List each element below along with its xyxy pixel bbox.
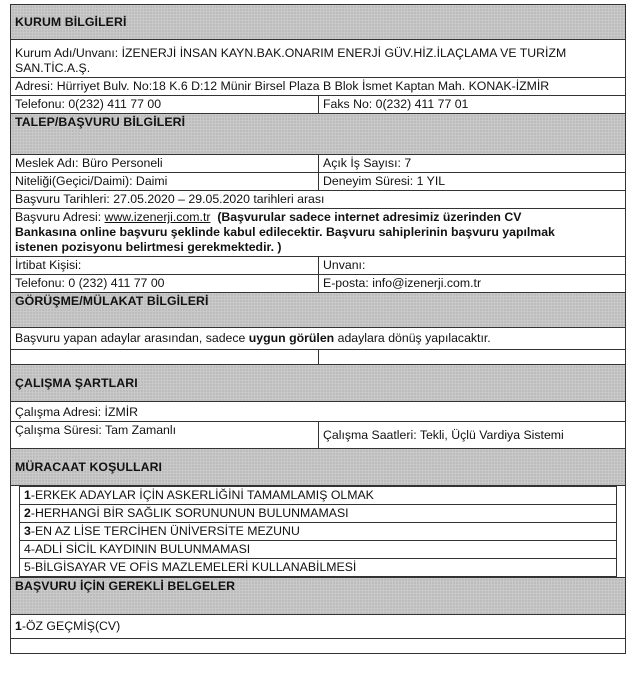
kurum-adi-line2: SAN.TİC.A.Ş. xyxy=(15,61,91,75)
row-gorusme-empty xyxy=(11,350,626,365)
section-header-muracaat xyxy=(11,449,626,486)
muracaat-item-2: 2-HERHANGİ BİR SAĞLIK SORUNUNUN BULUNMAMASI xyxy=(20,505,617,523)
muracaat-list-cell xyxy=(11,486,626,578)
muracaat-item-1: 1-ERKEK ADAYLAR İÇİN ASKERLİĞİNİ TAMAMLAMIŞ OLMAK xyxy=(20,487,617,505)
gorusme-empty-left xyxy=(11,350,319,365)
muracaat-list xyxy=(19,486,617,577)
irtibat-unvani: Unvanı: xyxy=(319,257,626,275)
row-belge-1 xyxy=(11,615,626,639)
basvuru-adresi-cell xyxy=(11,209,626,257)
talep-eposta: E-posta: info@izenerji.com.tr xyxy=(319,275,626,293)
calisma-header: ÇALIŞMA ŞARTLARI xyxy=(11,365,626,402)
basvuru-adresi-label: Başvuru Adresi: xyxy=(15,210,105,224)
list-item xyxy=(20,505,617,523)
talep-header: TALEP/BAŞVURU BİLGİLERİ xyxy=(11,114,626,155)
muracaat-header: MÜRACAAT KOŞULLARI xyxy=(11,449,626,486)
basvuru-note-2: Bankasına online başvuru şeklinde kabul edilecektir. Başvuru sahiplerinin başvuru yapılmak xyxy=(15,225,555,239)
muracaat-item-3: 3-EN AZ LİSE TERCİHEN ÜNİVERSİTE MEZUNU xyxy=(20,523,617,541)
belge-item-text: -ÖZ GEÇMİŞ(CV) xyxy=(21,619,121,633)
row-tarihler xyxy=(11,191,626,209)
row-kurum-telefon xyxy=(11,96,626,114)
kurum-adi-cell xyxy=(11,40,626,78)
row-meslek xyxy=(11,155,626,173)
gorusme-text-after: adaylara dönüş yapılacaktır. xyxy=(334,331,491,345)
meslek-adi: Meslek Adı: Büro Personeli xyxy=(11,155,319,173)
basvuru-note-3: istenen pozisyonu belirtmesi gerekmektedir. ) xyxy=(15,240,282,254)
kurum-adres: Adresi: Hürriyet Bulv. No:18 K.6 D:12 Münir Birsel Plaza B Blok İsmet Kaptan Mah. KONAK-İZMİR xyxy=(11,78,626,96)
talep-telefon: Telefonu: 0 (232) 411 77 00 xyxy=(11,275,319,293)
row-basvuru-adresi xyxy=(11,209,626,257)
list-item xyxy=(20,559,617,577)
row-kurum-adres xyxy=(11,78,626,96)
calisma-suresi: Çalışma Süresi: Tam Zamanlı xyxy=(11,422,319,449)
calisma-saatleri: Çalışma Saatleri: Tekli, Üçlü Vardiya Sistemi xyxy=(319,422,626,449)
belge-empty-row xyxy=(11,639,626,654)
row-kurum-adi xyxy=(11,40,626,78)
row-nitelik xyxy=(11,173,626,191)
basvuru-tarihleri: Başvuru Tarihleri: 27.05.2020 – 29.05.2020 tarihleri arası xyxy=(11,191,626,209)
job-posting-form xyxy=(10,4,625,654)
row-muracaat-list xyxy=(11,486,626,578)
gorusme-text-bold: uygun görülen xyxy=(248,331,335,345)
gorusme-header: GÖRÜŞME/MÜLAKAT BİLGİLERİ xyxy=(11,293,626,328)
kurum-telefon: Telefonu: 0(232) 411 77 00 xyxy=(11,96,319,114)
list-item xyxy=(20,523,617,541)
belgeler-header: BAŞVURU İÇİN GEREKLİ BELGELER xyxy=(11,578,626,615)
row-calisma-sure xyxy=(11,422,626,449)
row-irtibat xyxy=(11,257,626,275)
section-header-talep xyxy=(11,114,626,155)
section-header-gorusme xyxy=(11,293,626,328)
belge-item-num: 1 xyxy=(15,619,22,633)
row-belge-empty xyxy=(11,639,626,654)
basvuru-adresi-link[interactable]: www.izenerji.com.tr xyxy=(104,210,211,224)
muracaat-item-4: 4-ADLİ SİCİL KAYDININ BULUNMAMASI xyxy=(20,541,617,559)
basvuru-note-1: (Başvurular sadece internet adresimiz üzerinden CV xyxy=(217,210,522,224)
row-gorusme-text xyxy=(11,328,626,350)
muracaat-item-5: 5-BİLGİSAYAR VE OFİS MAZLEMELERİ KULLANABİLMESİ xyxy=(20,559,617,577)
acik-is-sayisi: Açık İş Sayısı: 7 xyxy=(319,155,626,173)
section-header-belgeler xyxy=(11,578,626,615)
gorusme-text-cell xyxy=(11,328,626,350)
kurum-adi-line1: Kurum Adı/Unvanı: İZENERJİ İNSAN KAYN.BAK.ONARIM ENERJİ GÜV.HİZ.İLAÇLAMA VE TURİZM xyxy=(15,46,567,60)
section-header-kurum xyxy=(11,5,626,40)
deneyim-suresi: Deneyim Süresi: 1 YIL xyxy=(319,173,626,191)
gorusme-empty-right xyxy=(319,350,626,365)
section-header-calisma xyxy=(11,365,626,402)
belge-item-1 xyxy=(11,615,626,639)
gorusme-text-before: Başvuru yapan adaylar arasından, sadece xyxy=(15,331,249,345)
niteligi: Niteliği(Geçici/Daimi): Daimi xyxy=(11,173,319,191)
irtibat-kisisi: İrtibat Kişisi: xyxy=(11,257,319,275)
list-item xyxy=(20,541,617,559)
kurum-faks: Faks No: 0(232) 411 77 01 xyxy=(319,96,626,114)
list-item xyxy=(20,487,617,505)
calisma-adres: Çalışma Adresi: İZMİR xyxy=(11,402,626,422)
row-calisma-adres xyxy=(11,402,626,422)
row-iletisim xyxy=(11,275,626,293)
form-table xyxy=(10,4,626,654)
kurum-header: KURUM BİLGİLERİ xyxy=(11,5,626,40)
